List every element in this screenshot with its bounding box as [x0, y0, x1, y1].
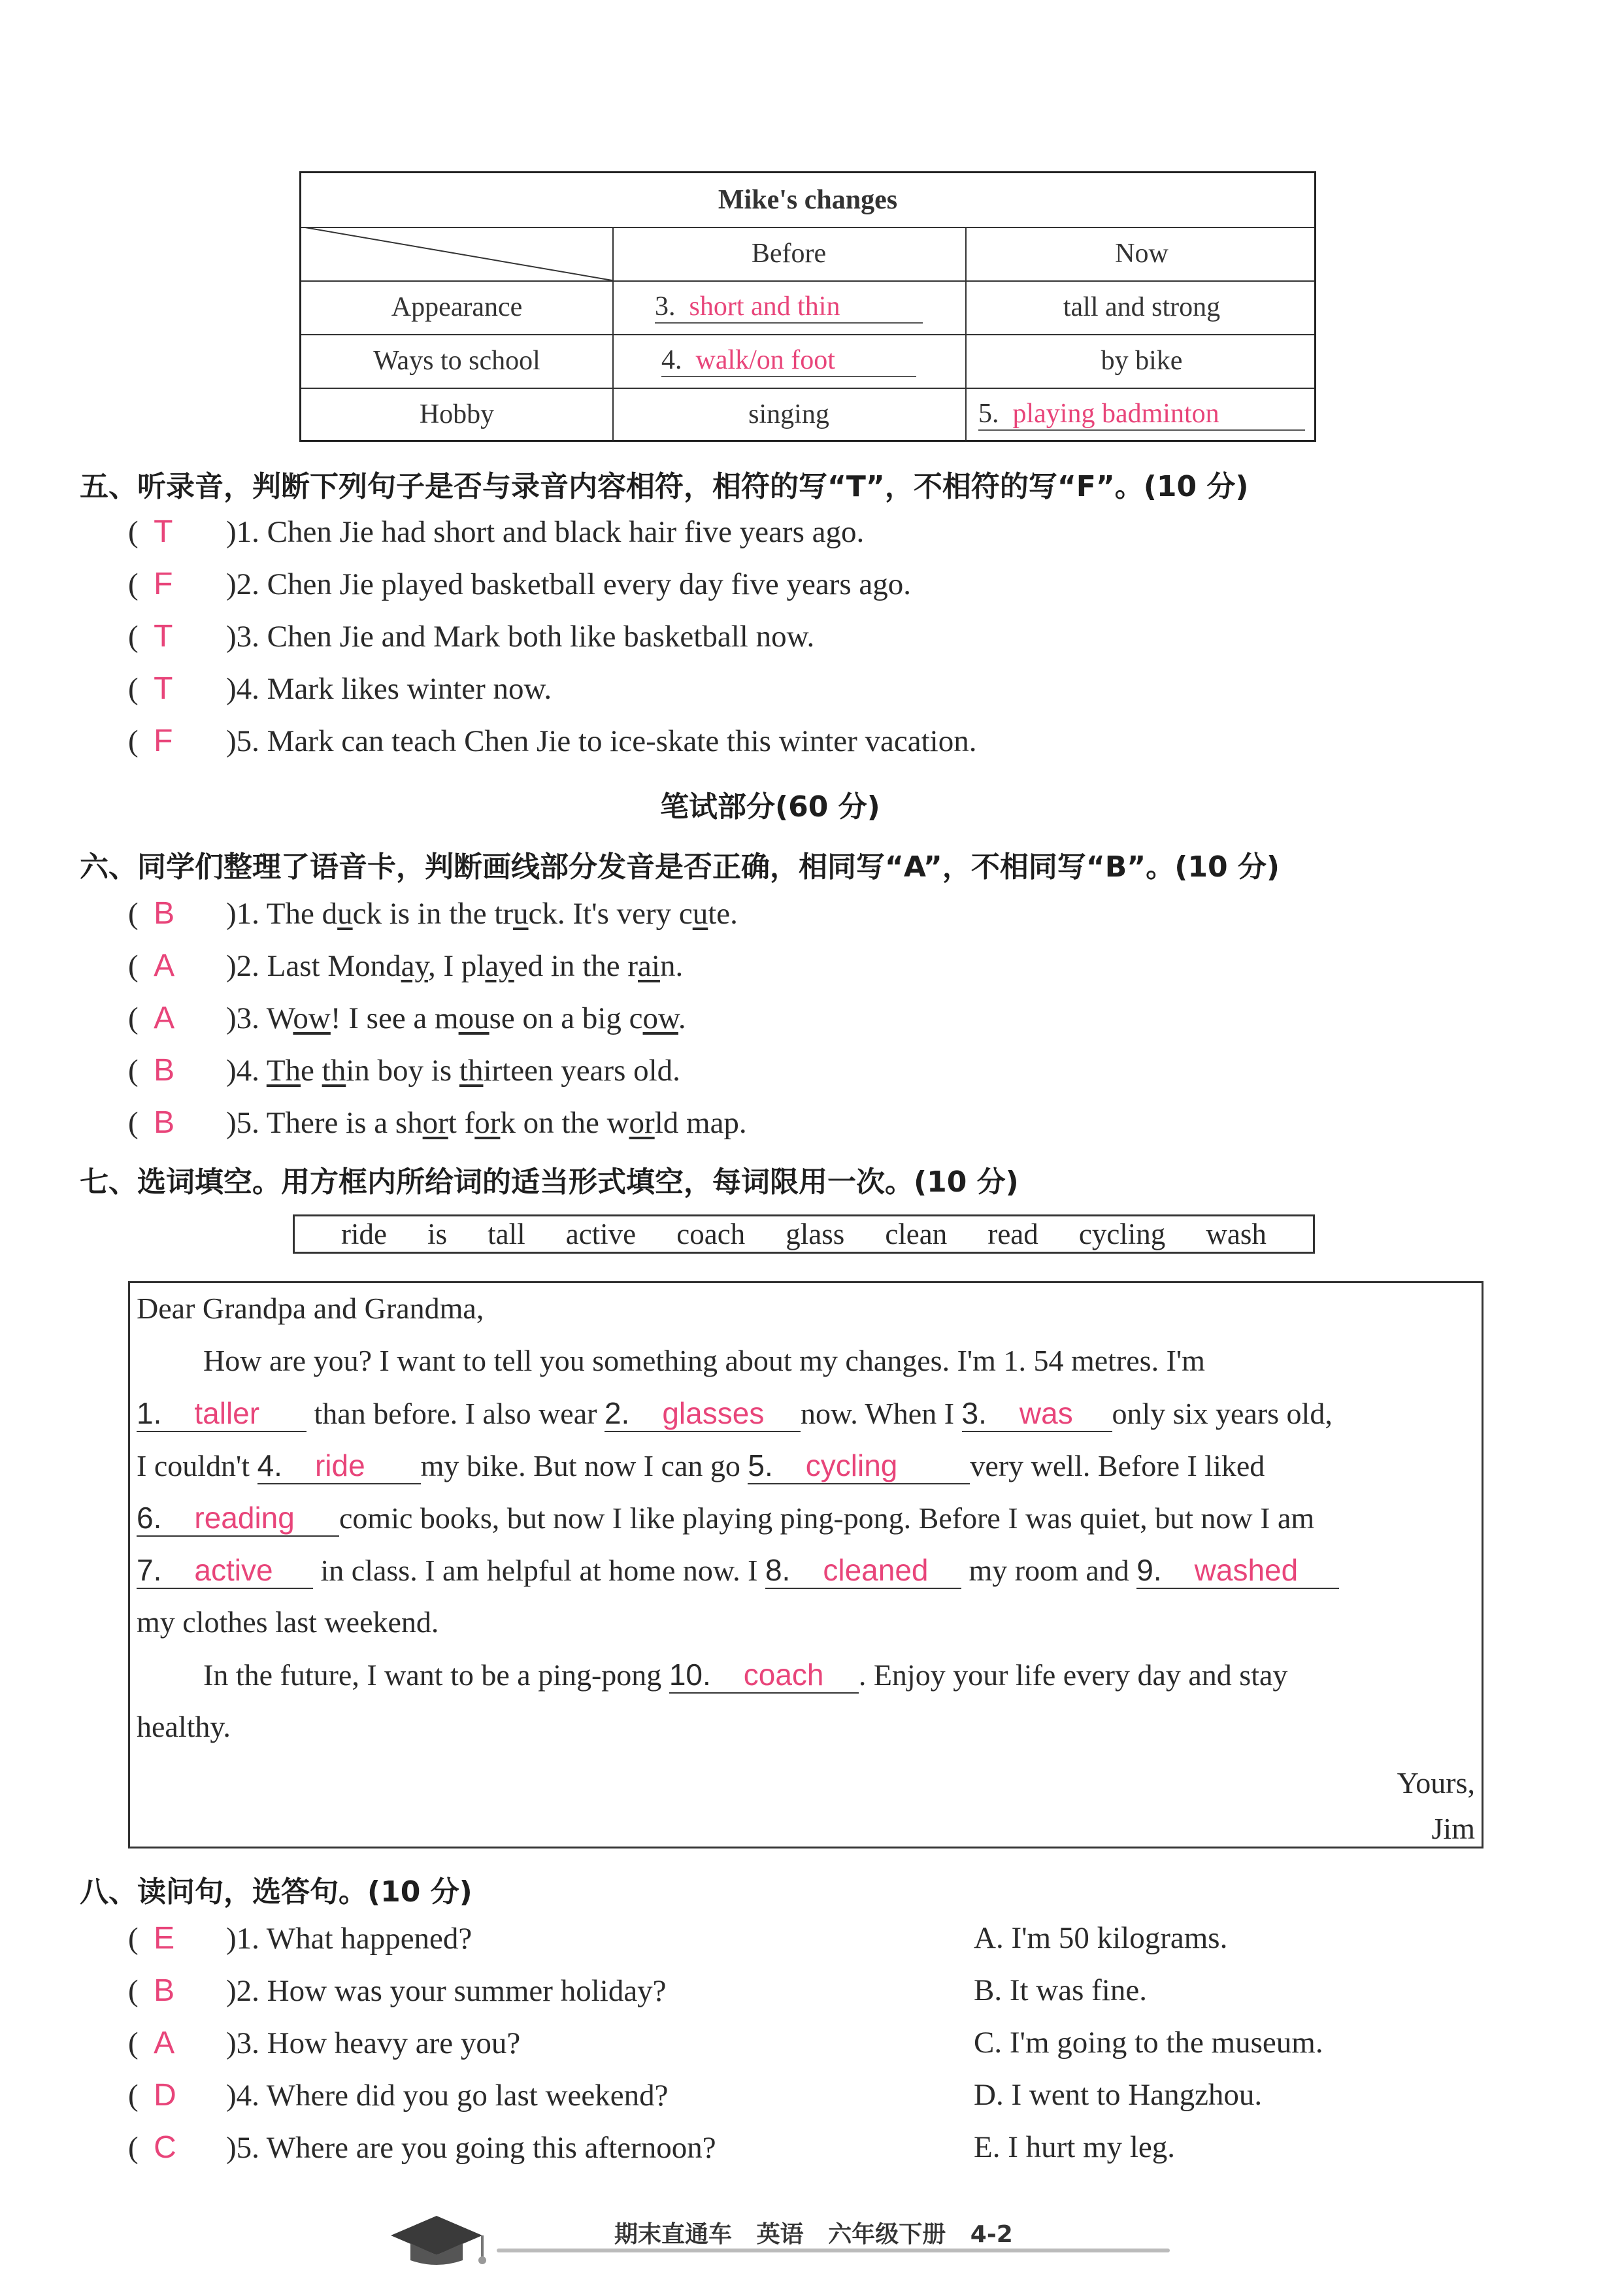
section-8-title: 八、读问句，选答句。(10 分)	[80, 1875, 472, 1909]
option-item: C. I'm going to the museum.	[974, 2026, 1323, 2060]
graduation-cap-icon	[384, 2209, 489, 2268]
list-item: ( C )5. Where are you going this afternoon?	[128, 2130, 716, 2165]
letter-line: In the future, I want to be a ping-pong 10. coach . Enjoy your life every day and stay	[203, 1657, 1287, 1694]
written-part-title: 笔试部分(60 分)	[660, 790, 880, 824]
row-label: Ways to school	[373, 346, 540, 376]
page-footer	[0, 2209, 1624, 2275]
word-bank-item: cycling	[1078, 1218, 1166, 1250]
mike-changes-table	[299, 171, 1316, 442]
word-bank-box	[293, 1214, 1315, 1254]
letter-box	[128, 1281, 1483, 1848]
letter-line: 1. taller than before. I also wear 2. glasses now. When I 3. was only six years old,	[137, 1396, 1333, 1432]
col-before: Before	[751, 239, 827, 269]
footer-text: 期末直通车 英语 六年级下册 4-2	[614, 2221, 1013, 2248]
table-title: Mike's changes	[718, 185, 898, 215]
option-item: E. I hurt my leg.	[974, 2130, 1176, 2164]
letter-line: healthy.	[137, 1710, 231, 1743]
list-item: ( B )1. The duck is in the truck. It's very cute.	[128, 896, 738, 931]
blank-4: 4. walk/on foot	[612, 334, 965, 388]
word-bank-item: coach	[676, 1218, 746, 1250]
word-bank-item: glass	[786, 1218, 845, 1250]
section-6-title: 六、同学们整理了语音卡，判断画线部分发音是否正确，相同写“A”，不相同写“B”。(10 分)	[80, 850, 1280, 884]
letter-signature: Jim	[1431, 1812, 1475, 1845]
col-now: Now	[1115, 239, 1168, 269]
letter-closing: Yours,	[1397, 1766, 1475, 1799]
list-item: ( B )4. The thin boy is thirteen years old.	[128, 1053, 680, 1088]
list-item: ( F )5. Mark can teach Chen Jie to ice-skate this winter vacation.	[128, 724, 977, 758]
word-bank-item: wash	[1206, 1218, 1267, 1250]
letter-line: 6. reading comic books, but now I like playing ping-pong. Before I was quiet, but now I am	[137, 1500, 1314, 1537]
blank-5: 5. playing badminton	[965, 388, 1318, 441]
section-7-title: 七、选词填空。用方框内所给词的适当形式填空，每词限用一次。(10 分)	[80, 1165, 1019, 1199]
list-item: ( A )3. Wow! I see a mouse on a big cow.	[128, 1001, 686, 1035]
row-now: by bike	[1101, 346, 1183, 376]
option-item: B. It was fine.	[974, 1973, 1147, 2007]
list-item: ( A )3. How heavy are you?	[128, 2026, 521, 2060]
list-item: ( T )1. Chen Jie had short and black hair five years ago.	[128, 514, 865, 549]
list-item: ( B )5. There is a short fork on the world map.	[128, 1105, 747, 1140]
word-bank-item: tall	[488, 1218, 525, 1250]
row-label: Hobby	[419, 399, 495, 429]
letter-line: 7. active in class. I am helpful at home now. I 8. cleaned my room and 9. washed	[137, 1552, 1339, 1589]
word-bank-item: read	[987, 1218, 1038, 1250]
word-bank-item: active	[565, 1218, 637, 1250]
row-now: tall and strong	[1063, 292, 1221, 322]
word-bank-item: clean	[885, 1218, 948, 1250]
letter-line: How are you? I want to tell you something about my changes. I'm 1. 54 metres. I'm	[203, 1344, 1205, 1377]
word-bank-item: ride	[341, 1218, 387, 1250]
row-label: Appearance	[391, 292, 523, 322]
list-item: ( F )2. Chen Jie played basketball every day five years ago.	[128, 567, 911, 601]
word-bank-item: is	[427, 1218, 448, 1250]
list-item: ( A )2. Last Monday, I played in the rain.	[128, 948, 684, 983]
diagonal-divider	[301, 227, 612, 280]
list-item: ( T )4. Mark likes winter now.	[128, 671, 552, 706]
list-item: ( D )4. Where did you go last weekend?	[128, 2078, 669, 2113]
list-item: ( B )2. How was your summer holiday?	[128, 1973, 667, 2008]
list-item: ( E )1. What happened?	[128, 1921, 472, 1956]
letter-line: I couldn't 4. ride my bike. But now I can go 5. cycling very well. Before I liked	[137, 1448, 1265, 1484]
letter-greeting: Dear Grandpa and Grandma,	[137, 1292, 484, 1325]
blank-3: 3. short and thin	[612, 280, 965, 334]
list-item: ( T )3. Chen Jie and Mark both like basketball now.	[128, 619, 815, 654]
section-5-title: 五、听录音，判断下列句子是否与录音内容相符，相符的写“T”，不相符的写“F”。(10 分)	[80, 470, 1249, 503]
row-before: singing	[748, 399, 829, 429]
option-item: A. I'm 50 kilograms.	[974, 1921, 1228, 1955]
letter-line: my clothes last weekend.	[137, 1605, 439, 1639]
option-item: D. I went to Hangzhou.	[974, 2078, 1263, 2112]
